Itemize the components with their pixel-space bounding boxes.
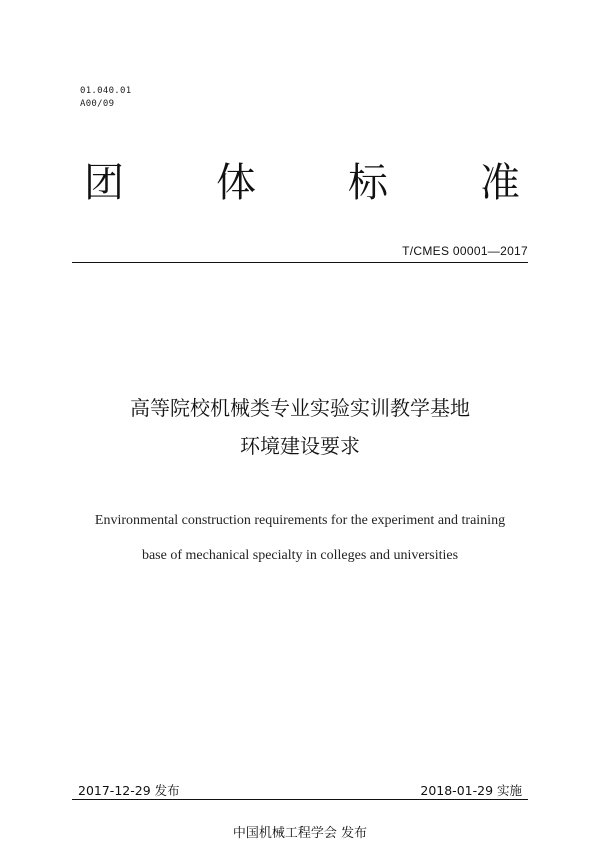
publisher: 中国机械工程学会 发布	[232, 826, 368, 841]
implementation-date: 2018-01-29 实施	[420, 783, 522, 798]
ccs-code: A00/09	[80, 99, 115, 109]
standard-type-char: 标	[348, 160, 388, 206]
english-title-line-1: Environmental construction requirements for the experiment and training	[94, 513, 506, 528]
chinese-title-line-1: 高等院校机械类专业实验实训教学基地	[130, 396, 470, 420]
footer-divider	[72, 799, 528, 800]
english-title-line-2: base of mechanical specialty in colleges and universities	[141, 548, 459, 563]
header-divider	[72, 262, 528, 263]
chinese-title-line-2: 环境建设要求	[240, 434, 360, 458]
ics-code: 01.040.01	[80, 86, 132, 96]
standard-number: T/CMES 00001—2017	[402, 244, 528, 258]
standard-type-char: 团	[84, 160, 124, 206]
standard-type-char: 体	[216, 160, 256, 206]
standard-type-char: 准	[480, 160, 520, 206]
issue-date: 2017-12-29 发布	[78, 783, 180, 798]
standard-type-title	[82, 158, 522, 208]
